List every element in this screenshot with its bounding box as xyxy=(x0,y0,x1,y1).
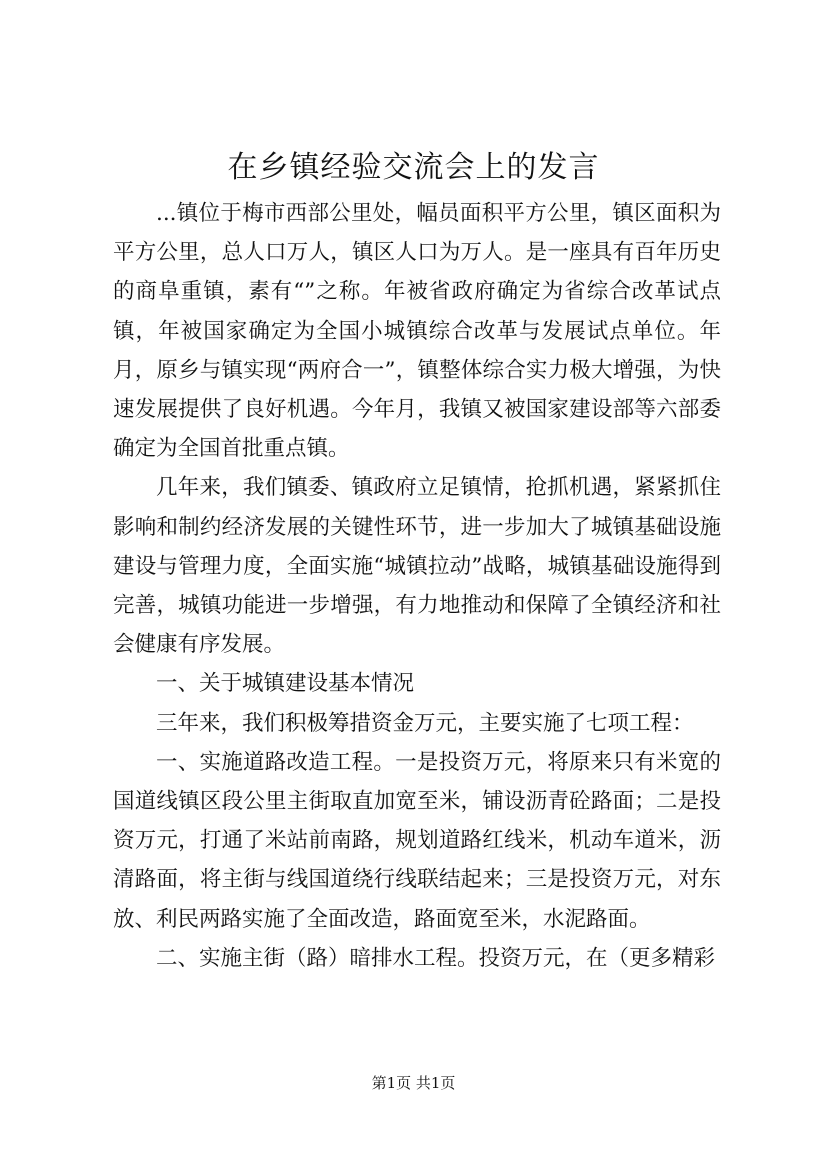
page-number: 第1页 共1页 xyxy=(371,1074,456,1092)
paragraph-overview: 几年来，我们镇委、镇政府立足镇情，抢抓机遇，紧紧抓住影响和制约经济发展的关键性环节，进一步加大了城镇基础设施建设与管理力度，全面实施“城镇拉动”战略，城镇基础设施得到完善，城镇功能进一步增强，有力地推动和保障了全镇经济和社会健康有序发展。 xyxy=(113,475,721,658)
paragraph-intro: ...镇位于梅市西部公里处，幅员面积平方公里，镇区面积为平方公里，总人口万人，镇区人口为万人。是一座具有百年历史的商阜重镇，素有“”之称。年被省政府确定为省综合改革试点镇，年被国家确定为全国小城镇综合改革与发展试点单位。年月，原乡与镇实现“两府合一”，镇整体综合实力极大增强，为快速发展提供了良好机遇。今年月，我镇又被国家建设部等六部委确定为全国首批重点镇。 xyxy=(113,201,721,462)
document-body xyxy=(113,194,721,978)
paragraph-summary: 三年来，我们积极筹措资金万元，主要实施了七项工程： xyxy=(156,710,694,736)
section-heading: 一、关于城镇建设基本情况 xyxy=(156,671,415,697)
paragraph-road-project: 一、实施道路改造工程。一是投资万元，将原来只有米宽的国道线镇区段公里主街取直加宽至米，铺设沥青砼路面；二是投资万元，打通了米站前南路，规划道路红线米，机动车道米，沥清路面，将主街与线国道绕行线联结起来；三是投资万元，对东放、利民两路实施了全面改造，路面宽至米，水泥路面。 xyxy=(113,749,721,932)
document-title: 在乡镇经验交流会上的发言 xyxy=(227,150,600,185)
paragraph-drainage-project: 二、实施主街（路）暗排水工程。投资万元，在（更多精彩 xyxy=(156,945,716,971)
